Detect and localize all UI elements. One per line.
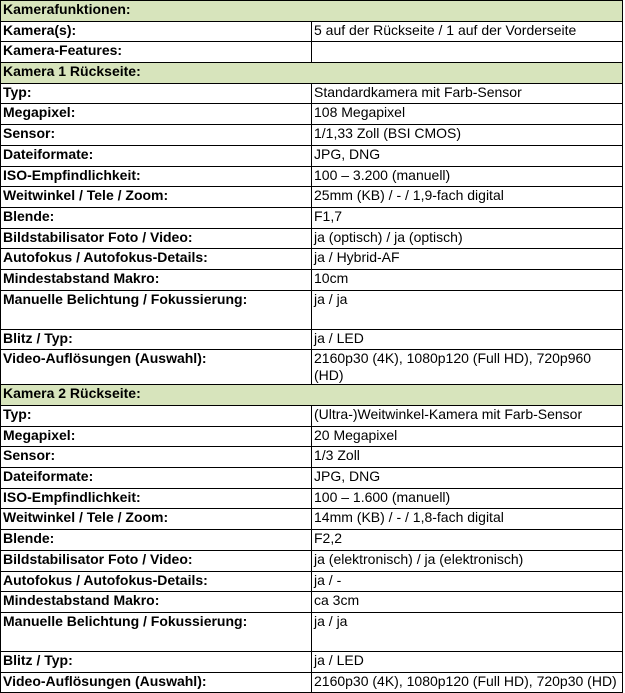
spec-label: Blitz / Typ: <box>1 651 312 672</box>
spec-label: Manuelle Belichtung / Fokussierung: <box>1 612 312 651</box>
spec-value: JPG, DNG <box>312 468 623 489</box>
spec-label: Typ: <box>1 83 312 104</box>
spec-value: 14mm (KB) / - / 1,8-fach digital <box>312 509 623 530</box>
section-title: Kamera 1 Rückseite: <box>1 63 623 84</box>
spec-row <box>1 530 623 551</box>
spec-label: Blitz / Typ: <box>1 329 312 350</box>
spec-label: Blende: <box>1 207 312 228</box>
spec-row <box>1 166 623 187</box>
spec-row <box>1 290 623 329</box>
spec-label: ISO-Empfindlichkeit: <box>1 166 312 187</box>
section-header-row <box>1 385 623 406</box>
spec-value: 100 – 1.600 (manuell) <box>312 488 623 509</box>
spec-label: Manuelle Belichtung / Fokussierung: <box>1 290 312 329</box>
spec-value: ja / ja <box>312 612 623 651</box>
spec-label: Kamera(s): <box>1 21 312 42</box>
spec-row <box>1 249 623 270</box>
spec-row <box>1 672 623 693</box>
spec-row <box>1 42 623 63</box>
spec-row <box>1 651 623 672</box>
spec-row <box>1 488 623 509</box>
section-header-row <box>1 1 623 22</box>
spec-value: ca 3cm <box>312 592 623 613</box>
spec-row <box>1 228 623 249</box>
spec-label: Kamera-Features: <box>1 42 312 63</box>
spec-value: 5 auf der Rückseite / 1 auf der Vorderseite <box>312 21 623 42</box>
spec-value: 1/3 Zoll <box>312 447 623 468</box>
spec-row <box>1 187 623 208</box>
section-header-row <box>1 63 623 84</box>
spec-row <box>1 509 623 530</box>
spec-value: F1,7 <box>312 207 623 228</box>
spec-row <box>1 426 623 447</box>
spec-value: Standardkamera mit Farb-Sensor <box>312 83 623 104</box>
spec-value: ja / LED <box>312 651 623 672</box>
spec-value: ja / Hybrid-AF <box>312 249 623 270</box>
spec-value: 20 Megapixel <box>312 426 623 447</box>
spec-label: Autofokus / Autofokus-Details: <box>1 571 312 592</box>
spec-label: Dateiformate: <box>1 468 312 489</box>
spec-label: Sensor: <box>1 447 312 468</box>
spec-row <box>1 329 623 350</box>
spec-row <box>1 21 623 42</box>
spec-row <box>1 269 623 290</box>
spec-row <box>1 145 623 166</box>
spec-label: Bildstabilisator Foto / Video: <box>1 550 312 571</box>
spec-table-body <box>1 1 623 693</box>
spec-label: Video-Auflösungen (Auswahl): <box>1 350 312 385</box>
spec-value: JPG, DNG <box>312 145 623 166</box>
spec-label: Weitwinkel / Tele / Zoom: <box>1 187 312 208</box>
spec-label: Weitwinkel / Tele / Zoom: <box>1 509 312 530</box>
spec-label: Dateiformate: <box>1 145 312 166</box>
spec-row <box>1 550 623 571</box>
spec-value: 10cm <box>312 269 623 290</box>
section-title: Kamerafunktionen: <box>1 1 623 22</box>
spec-value: 100 – 3.200 (manuell) <box>312 166 623 187</box>
spec-label: Blende: <box>1 530 312 551</box>
spec-value: 25mm (KB) / - / 1,9-fach digital <box>312 187 623 208</box>
spec-value: 1/1,33 Zoll (BSI CMOS) <box>312 125 623 146</box>
spec-row <box>1 125 623 146</box>
spec-value: (Ultra-)Weitwinkel-Kamera mit Farb-Sensor <box>312 406 623 427</box>
spec-value: 108 Megapixel <box>312 104 623 125</box>
spec-value: ja / - <box>312 571 623 592</box>
spec-row <box>1 592 623 613</box>
spec-label: Mindestabstand Makro: <box>1 592 312 613</box>
spec-row <box>1 104 623 125</box>
spec-label: Mindestabstand Makro: <box>1 269 312 290</box>
spec-value: 2160p30 (4K), 1080p120 (Full HD), 720p960 (HD) <box>312 350 623 385</box>
spec-label: Sensor: <box>1 125 312 146</box>
spec-row <box>1 83 623 104</box>
spec-value: ja / LED <box>312 329 623 350</box>
spec-value: ja (elektronisch) / ja (elektronisch) <box>312 550 623 571</box>
spec-row <box>1 406 623 427</box>
spec-label: Video-Auflösungen (Auswahl): <box>1 672 312 693</box>
spec-label: Autofokus / Autofokus-Details: <box>1 249 312 270</box>
spec-value: 2160p30 (4K), 1080p120 (Full HD), 720p30 (HD) <box>312 672 623 693</box>
spec-label: Typ: <box>1 406 312 427</box>
spec-row <box>1 207 623 228</box>
spec-row <box>1 571 623 592</box>
spec-value: ja / ja <box>312 290 623 329</box>
spec-value: ja (optisch) / ja (optisch) <box>312 228 623 249</box>
section-title: Kamera 2 Rückseite: <box>1 385 623 406</box>
spec-label: Megapixel: <box>1 104 312 125</box>
spec-value <box>312 42 623 63</box>
spec-row <box>1 447 623 468</box>
spec-row <box>1 468 623 489</box>
spec-label: Megapixel: <box>1 426 312 447</box>
spec-label: Bildstabilisator Foto / Video: <box>1 228 312 249</box>
spec-row <box>1 612 623 651</box>
spec-row <box>1 350 623 385</box>
spec-value: F2,2 <box>312 530 623 551</box>
spec-label: ISO-Empfindlichkeit: <box>1 488 312 509</box>
